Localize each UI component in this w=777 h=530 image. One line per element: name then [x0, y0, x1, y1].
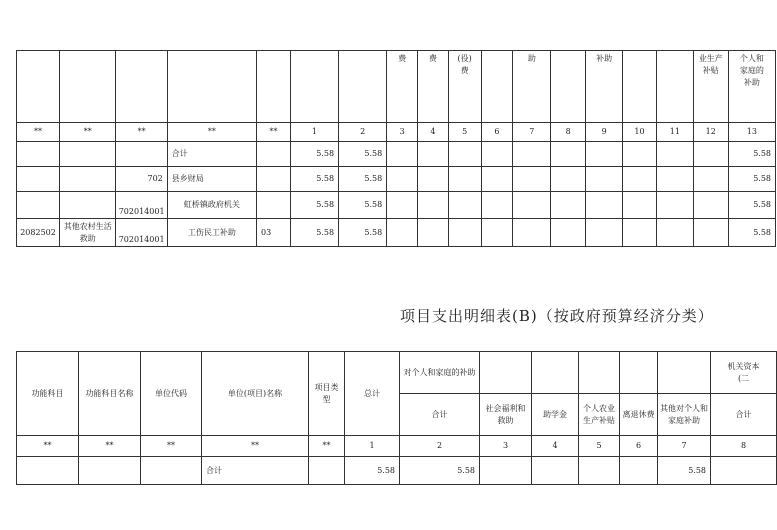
unit-name-cell: 县乡财局 [167, 167, 256, 192]
header-sub-total: 合计 [400, 394, 480, 436]
proj-type-cell: 03 [256, 219, 290, 247]
func-code-cell [17, 142, 60, 167]
func-name-cell [60, 192, 116, 219]
col-number: 7 [513, 123, 551, 142]
total-cell: 5.58 [290, 142, 338, 167]
col-number: ** [60, 123, 116, 142]
col-number: 8 [551, 123, 586, 142]
header-cell: (役) 费 [448, 51, 481, 123]
header-row [17, 352, 777, 394]
col-number: 5 [579, 436, 620, 457]
header-cell [256, 51, 290, 123]
header-cell [339, 51, 387, 123]
col-number: 12 [693, 123, 728, 142]
col-number: ** [202, 436, 309, 457]
unit-code-cell [116, 142, 167, 167]
header-social-welfare: 社会福利和救助 [480, 394, 532, 436]
header-cell: 补助 [586, 51, 623, 123]
header-unit-name: 单位(项目)名称 [202, 352, 309, 436]
col-number: ** [17, 436, 79, 457]
col-number: ** [256, 123, 290, 142]
value-cell: 5.58 [339, 142, 387, 167]
header-capital-sub: 合计 [711, 394, 777, 436]
header-unit-code: 单位代码 [141, 352, 202, 436]
header-func-name: 功能科目名称 [79, 352, 141, 436]
col-number: ** [167, 123, 256, 142]
table-row [17, 219, 776, 247]
value-cell: 5.58 [658, 457, 711, 485]
unit-code-cell: 702014001 [116, 219, 167, 247]
unit-name-cell: 合计 [167, 142, 256, 167]
col-number: 13 [728, 123, 775, 142]
total-cell: 5.58 [290, 219, 338, 247]
col-number: 6 [481, 123, 513, 142]
header-cell [481, 51, 513, 123]
col-number: ** [141, 436, 202, 457]
unit-code-cell: 702014001 [116, 192, 167, 219]
col-number: 4 [532, 436, 579, 457]
col-number: ** [116, 123, 167, 142]
func-code-cell [17, 192, 60, 219]
header-farm-subsidy: 个人农业生产补贴 [579, 394, 620, 436]
table-row [17, 457, 777, 485]
value-cell: 5.58 [339, 167, 387, 192]
col-number: 5 [448, 123, 481, 142]
header-cell: 个人和 家庭的 补助 [728, 51, 775, 123]
value-cell: 5.58 [728, 219, 775, 247]
proj-type-cell [256, 142, 290, 167]
value-cell: 5.58 [728, 142, 775, 167]
col-number: 2 [400, 436, 480, 457]
col-number: 7 [658, 436, 711, 457]
header-cell: 费 [418, 51, 449, 123]
table-row [17, 142, 776, 167]
col-number: ** [79, 436, 141, 457]
expenditure-table-a [16, 50, 776, 247]
header-student-aid: 助学金 [532, 394, 579, 436]
header-func-code: 功能科目 [17, 352, 79, 436]
func-name-cell [60, 142, 116, 167]
header-total: 总计 [345, 352, 400, 436]
value-cell: 5.58 [400, 457, 480, 485]
header-other-personal: 其他对个人和家庭补助 [658, 394, 711, 436]
col-number: ** [17, 123, 60, 142]
func-name-cell [60, 167, 116, 192]
header-cell [116, 51, 167, 123]
header-cell [623, 51, 657, 123]
col-number: 2 [339, 123, 387, 142]
header-cell: 业生产 补贴 [693, 51, 728, 123]
total-cell: 5.58 [290, 167, 338, 192]
value-cell: 5.58 [728, 192, 775, 219]
header-cell [656, 51, 693, 123]
proj-type-cell [256, 167, 290, 192]
page-title: 项目支出明细表(B)（按政府预算经济分类） [400, 307, 714, 325]
column-number-row [17, 436, 777, 457]
expenditure-table-b [16, 351, 777, 485]
table-row [17, 167, 776, 192]
header-personal-group: 对个人和家庭的补助 [400, 352, 480, 394]
header-cell [290, 51, 338, 123]
table-row [17, 192, 776, 219]
proj-type-cell [256, 192, 290, 219]
total-cell: 5.58 [290, 192, 338, 219]
func-code-cell [17, 167, 60, 192]
header-cell [17, 51, 60, 123]
value-cell: 5.58 [339, 192, 387, 219]
col-number: 3 [387, 123, 418, 142]
func-name-cell: 其他农村生活救助 [60, 219, 116, 247]
header-retirement: 离退休费 [620, 394, 658, 436]
header-row [17, 51, 776, 123]
col-number: 1 [290, 123, 338, 142]
col-number: ** [309, 436, 345, 457]
header-cell: 助 [513, 51, 551, 123]
total-cell: 5.58 [345, 457, 400, 485]
unit-name-cell: 工伤民工补助 [167, 219, 256, 247]
unit-name-cell: 合计 [202, 457, 309, 485]
col-number: 4 [418, 123, 449, 142]
header-cell [167, 51, 256, 123]
value-cell: 5.58 [728, 167, 775, 192]
col-number: 3 [480, 436, 532, 457]
col-number: 9 [586, 123, 623, 142]
col-number: 1 [345, 436, 400, 457]
col-number: 8 [711, 436, 777, 457]
func-code-cell: 2082502 [17, 219, 60, 247]
header-capital-group: 机关资本 (二 [711, 352, 777, 394]
col-number: 10 [623, 123, 657, 142]
col-number: 6 [620, 436, 658, 457]
header-cell [60, 51, 116, 123]
header-cell: 费 [387, 51, 418, 123]
unit-code-cell: 702 [116, 167, 167, 192]
unit-name-cell: 虹桥镇政府机关 [167, 192, 256, 219]
column-number-row [17, 123, 776, 142]
value-cell: 5.58 [339, 219, 387, 247]
header-cell [551, 51, 586, 123]
header-proj-type: 项目类型 [309, 352, 345, 436]
col-number: 11 [656, 123, 693, 142]
